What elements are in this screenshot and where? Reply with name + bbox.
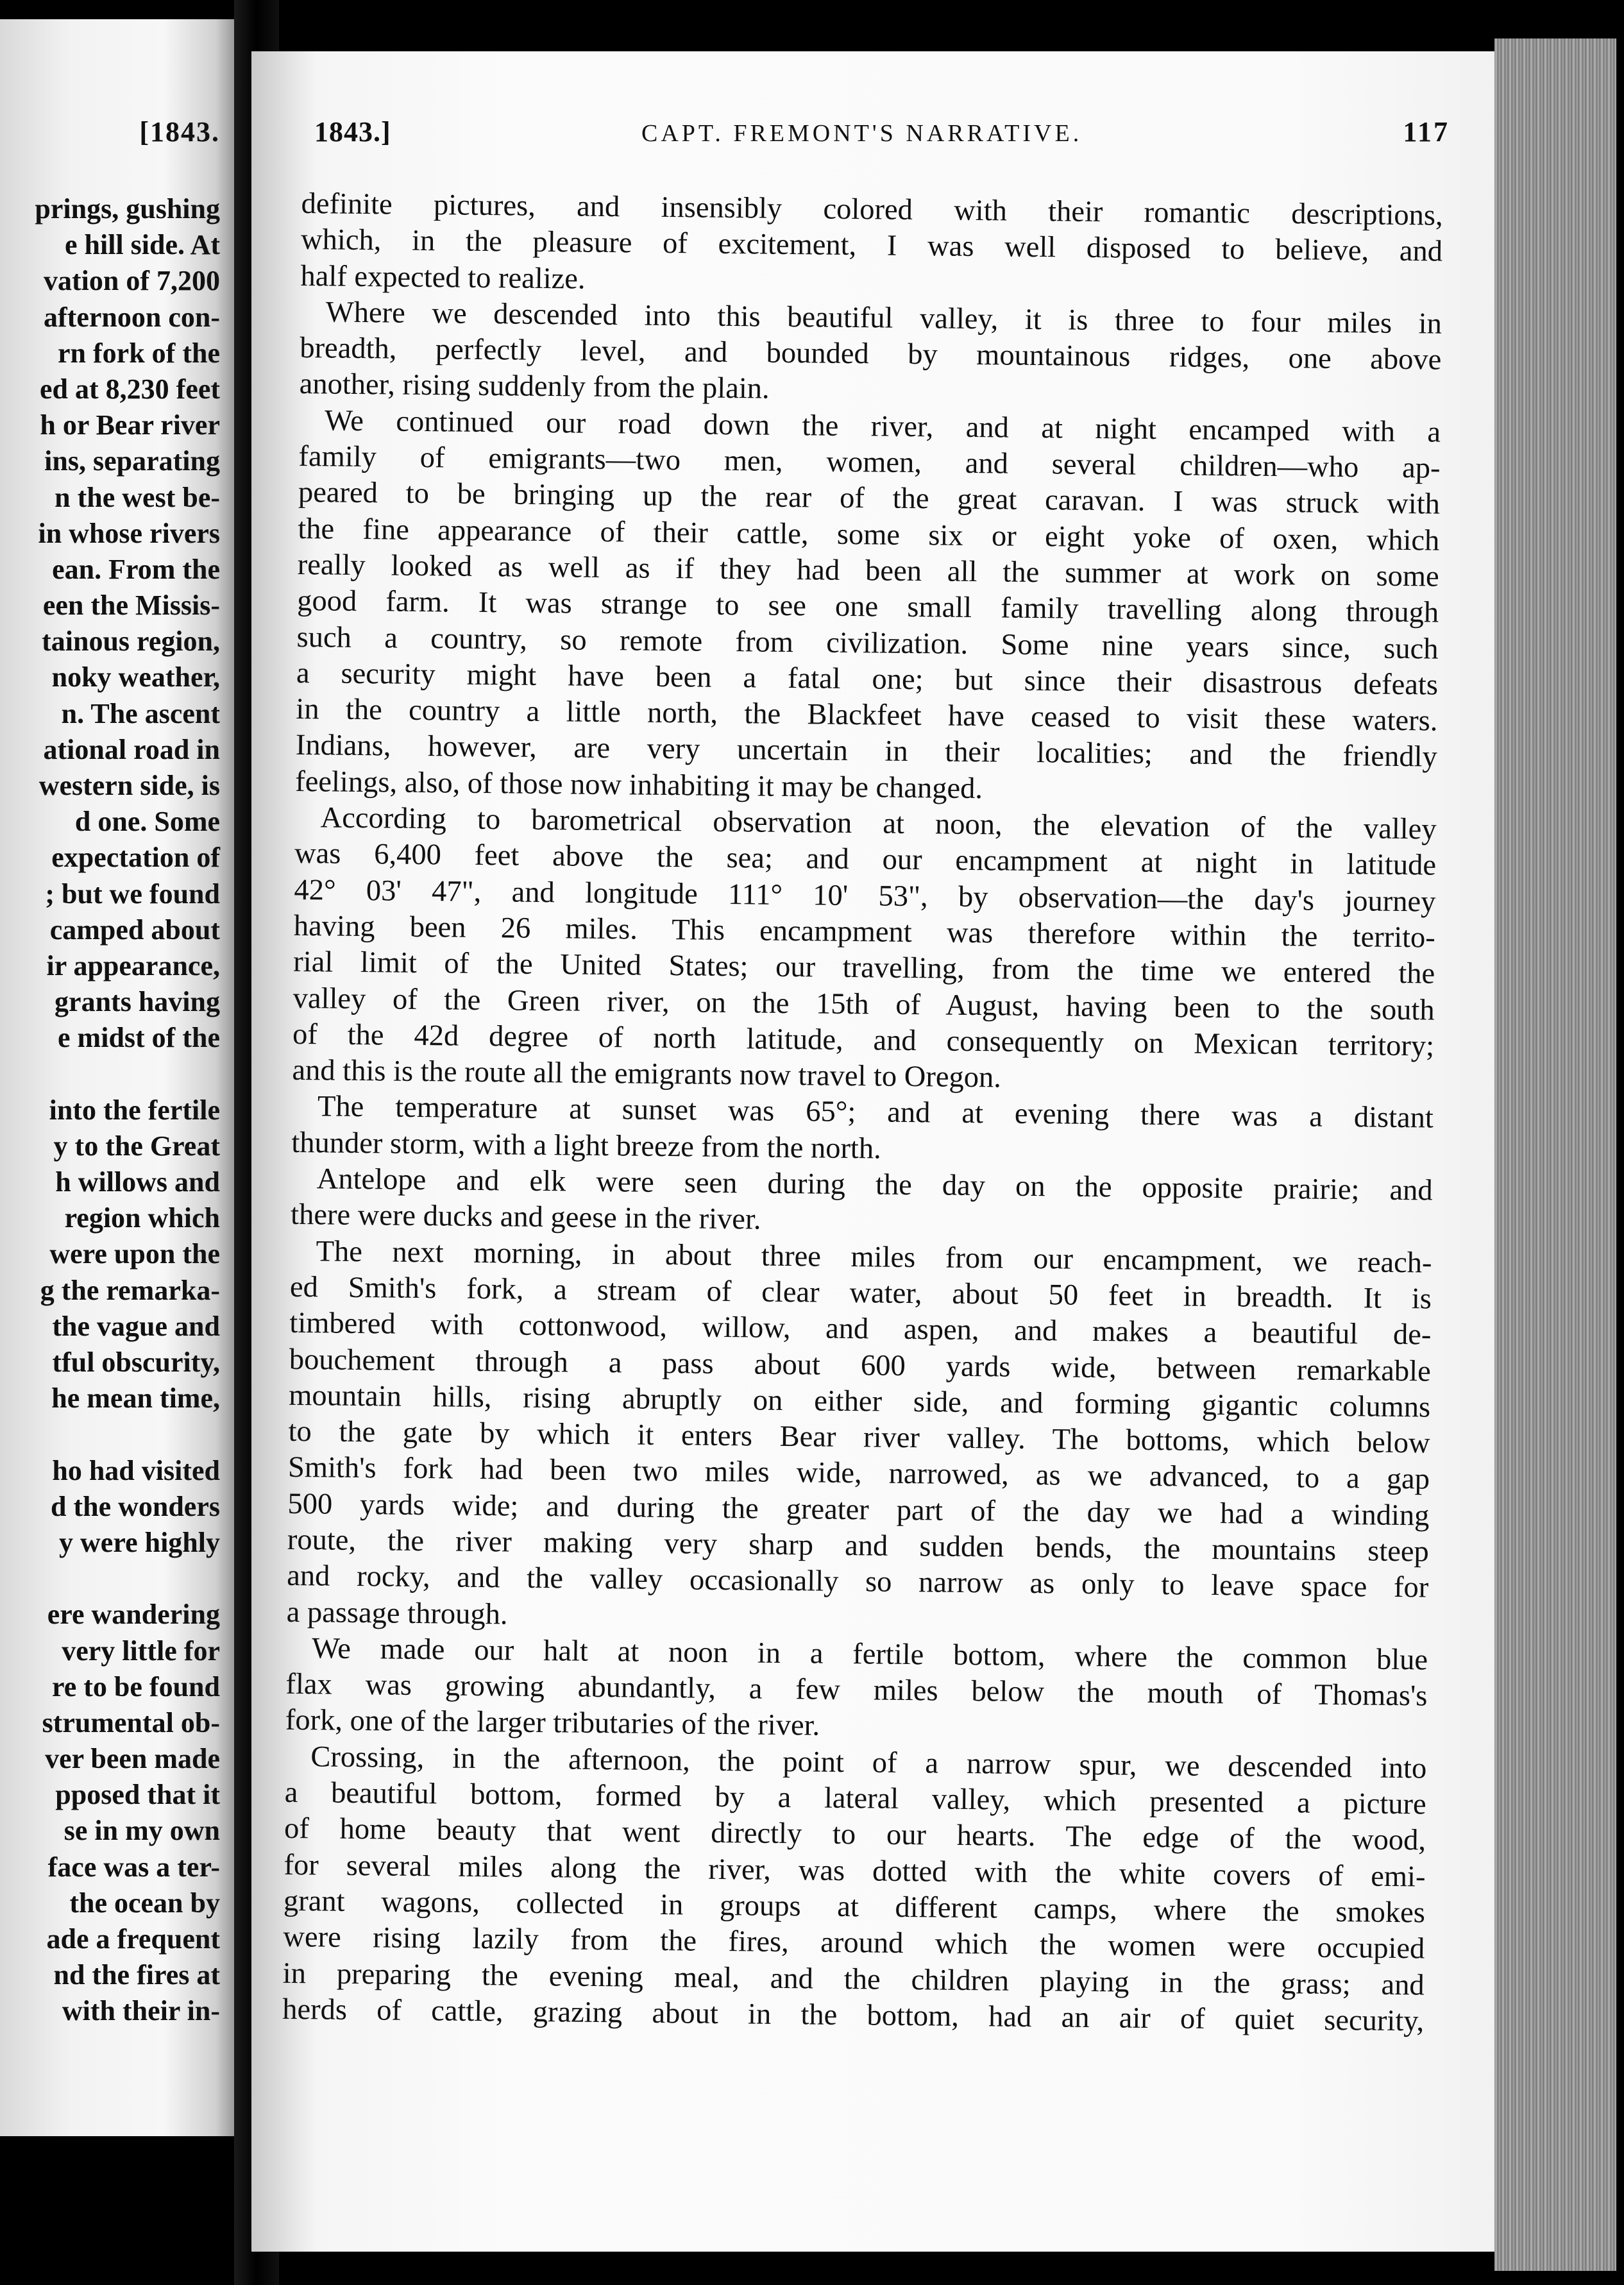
body-text-line: good farm. It was strange to see one small family travelling along through: [296, 584, 1439, 629]
left-page-line: into the fertile: [49, 1094, 220, 1126]
left-page-line: camped about: [49, 913, 220, 946]
body-text-line: the fine appearance of their cattle, some six or eight yoke of oxen, which: [298, 512, 1440, 557]
left-page-line: een the Missis-: [42, 590, 220, 622]
body-text-line: breadth, perfectly level, and bounded by mountainous ridges, one above: [300, 332, 1442, 377]
page-edges: [1494, 38, 1616, 2271]
body-text-line: feelings, also, of those now inhabiting it may be changed.: [295, 765, 983, 805]
body-text-line: were rising lazily from the fires, around which the women were occupied: [283, 1921, 1425, 1966]
body-text-line: fork, one of the larger tributaries of the river.: [285, 1704, 820, 1743]
left-page-line: n. The ascent: [61, 697, 220, 729]
header-year: 1843.]: [314, 116, 391, 148]
body-text-line: We continued our road down the river, and at night encamped with a: [324, 404, 1441, 449]
body-text-line: another, rising suddenly from the plain.: [299, 368, 770, 406]
left-page-line: ins, separating: [44, 445, 220, 477]
running-title: CAPT. FREMONT'S NARRATIVE.: [641, 120, 1083, 147]
left-page-line: ade a frequent: [46, 1923, 220, 1955]
body-text-line: in preparing the evening meal, and the children playing in the grass; and: [282, 1957, 1425, 2002]
left-page-line: with their in-: [62, 1995, 220, 2027]
body-text-line: which, in the pleasure of excitement, I was well disposed to believe, and: [300, 223, 1443, 268]
body-text-line: Smith's fork had been two miles wide, narrowed, as we advanced, to a gap: [287, 1451, 1430, 1496]
left-page-line: ational road in: [43, 733, 220, 765]
left-page-line: ; but we found: [45, 878, 220, 910]
left-page-line: were upon the: [49, 1238, 220, 1270]
body-text-line: a security might have been a fatal one; but since their disastrous defeats: [296, 656, 1439, 702]
body-text-line: a beautiful bottom, formed by a lateral valley, which presented a picture: [284, 1776, 1426, 1821]
left-page-line: ean. From the: [52, 553, 220, 585]
left-page-line: ho had visited: [52, 1454, 220, 1486]
left-page-line: y to the Great: [53, 1130, 220, 1162]
left-page-line: [0, 1561, 220, 1597]
left-page-line: expectation of: [51, 842, 220, 874]
body-text-line: really looked as well as if they had been all the summer at work on some: [297, 548, 1439, 593]
left-page-line: d the wonders: [50, 1490, 220, 1522]
body-text-line: ed Smith's fork, a stream of clear water, about 50 feet in breadth. It is: [289, 1270, 1432, 1316]
running-header: [314, 115, 1450, 160]
body-text-line: and this is the route all the emigrants now travel to Oregon.: [292, 1054, 1002, 1094]
body-text-line: half expected to realize.: [300, 259, 586, 296]
left-page-line: region which: [64, 1202, 220, 1234]
body-text-line: herds of cattle, grazing about in the bottom, had an air of quiet security,: [282, 1992, 1425, 2038]
body-text-line: The temperature at sunset was 65°; and at evening there was a distant: [317, 1090, 1434, 1135]
body-text-line: route, the river making very sharp and sudden bends, the mountains steep: [287, 1523, 1430, 1568]
body-text-line: rial limit of the United States; our travelling, from the time we entered the: [293, 946, 1435, 990]
body-text-line: We made our halt at noon in a fertile bottom, where the common blue: [311, 1632, 1428, 1677]
left-page-line: e midst of the: [58, 1022, 220, 1054]
left-page-line: tainous region,: [42, 625, 220, 658]
left-page-line: [0, 1057, 220, 1092]
body-text-line: timbered with cottonwood, willow, and aspen, and makes a beautiful de-: [289, 1307, 1432, 1352]
left-page-line: y were highly: [59, 1526, 220, 1558]
body-text-line: The next morning, in about three miles from our encampment, we reach-: [316, 1234, 1432, 1280]
left-page-line: re to be found: [52, 1670, 220, 1703]
body-text-line: grant wagons, collected in groups at different camps, where the smokes: [283, 1884, 1426, 1930]
left-page-line: [0, 1416, 220, 1452]
left-page-line: h willows and: [55, 1166, 220, 1198]
left-page-line: strumental ob-: [42, 1706, 220, 1738]
body-text-line: Crossing, in the afternoon, the point of a narrow spur, we descended into: [310, 1740, 1427, 1785]
body-text-line: thunder storm, with a light breeze from the north.: [291, 1126, 882, 1166]
body-text-line: there were ducks and geese in the river.: [290, 1198, 761, 1236]
left-page-line: nd the fires at: [53, 1959, 220, 1991]
left-page-line: the ocean by: [69, 1887, 220, 1919]
left-page-line: rn fork of the: [58, 337, 220, 369]
left-page-line: d one. Some: [74, 806, 220, 838]
left-page-line: g the remarka-: [40, 1274, 220, 1306]
body-text-line: 42° 03' 47", and longitude 111° 10' 53", by observation—the day's journey: [294, 873, 1436, 919]
left-page-line: ere wandering: [47, 1599, 220, 1631]
left-page-line: prings, gushing: [35, 193, 220, 225]
left-page-line: western side, is: [38, 770, 220, 801]
page-number: 117: [1403, 116, 1450, 148]
left-page-line: in whose rivers: [38, 517, 220, 549]
left-page-line: afternoon con-: [44, 301, 220, 333]
narrative-body-text: [282, 186, 1443, 2040]
body-text-line: such a country, so remote from civilization. Some nine years since, such: [296, 620, 1439, 666]
body-text-line: valley of the Green river, on the 15th of August, having been to the south: [292, 981, 1435, 1027]
body-text-line: mountain hills, rising abruptly on either side, and forming gigantic columns: [288, 1379, 1431, 1424]
body-text-line: in the country a little north, the Blackfeet have ceased to visit these waters.: [296, 693, 1438, 738]
body-text-line: of the 42d degree of north latitude, and consequently on Mexican territory;: [292, 1017, 1435, 1063]
body-text-line: definite pictures, and insensibly colored with their romantic descriptions,: [301, 187, 1443, 232]
left-page-line: tful obscurity,: [52, 1346, 220, 1378]
left-page-line: noky weather,: [51, 661, 220, 693]
body-text-line: a passage through.: [286, 1595, 508, 1631]
body-text-line: for several miles along the river, was dotted with the white covers of emi-: [283, 1848, 1426, 1894]
body-text-line: family of emigrants—two men, women, and several children—who ap-: [298, 440, 1441, 485]
facing-page-left: [0, 19, 234, 2136]
left-page-line: e hill side. At: [64, 229, 220, 261]
body-text-line: peared to be bringing up the rear of the great caravan. I was struck with: [298, 476, 1441, 521]
left-page-line: ver been made: [45, 1743, 220, 1775]
body-text-line: flax was growing abundantly, a few miles below the mouth of Thomas's: [285, 1668, 1428, 1713]
body-text-line: Indians, however, are very uncertain in their localities; and the friendly: [295, 729, 1438, 774]
body-text-line: According to barometrical observation at noon, the elevation of the valley: [320, 801, 1437, 846]
body-text-line: Antelope and elk were seen during the day on the opposite prairie; and: [316, 1162, 1433, 1207]
left-page-line: grants having: [55, 986, 220, 1018]
body-text-line: and rocky, and the valley occasionally so narrow as only to leave space for: [287, 1559, 1429, 1604]
left-page-line: the vague and: [52, 1310, 220, 1342]
left-page-text: [0, 191, 220, 2030]
left-page-line: se in my own: [63, 1815, 220, 1847]
left-page-line: face was a ter-: [47, 1851, 220, 1883]
left-page-line: pposed that it: [55, 1779, 220, 1811]
left-page-line: very little for: [62, 1635, 220, 1667]
left-page-line: n the west be-: [55, 481, 220, 513]
body-text-line: to the gate by which it enters Bear river valley. The bottoms, which below: [288, 1414, 1430, 1460]
left-page-line: he mean time,: [51, 1382, 220, 1414]
left-page-line: h or Bear river: [40, 409, 220, 441]
left-page-line: ed at 8,230 feet: [39, 373, 220, 405]
left-page-line: vation of 7,200: [44, 265, 220, 297]
body-text-line: having been 26 miles. This encampment was therefore within the territo-: [293, 909, 1436, 955]
body-text-line: 500 yards wide; and during the greater part of the day we had a winding: [287, 1487, 1430, 1533]
body-text-line: Where we descended into this beautiful valley, it is three to four miles in: [325, 296, 1442, 341]
body-text-line: bouchement through a pass about 600 yards wide, between remarkable: [289, 1343, 1432, 1388]
left-page-line: ir appearance,: [46, 949, 220, 981]
body-text-line: was 6,400 feet above the sea; and our encampment at night in latitude: [294, 837, 1437, 882]
body-text-line: of home beauty that went directly to our hearts. The edge of the wood,: [283, 1812, 1426, 1857]
left-page-header: [1843.: [139, 116, 220, 148]
